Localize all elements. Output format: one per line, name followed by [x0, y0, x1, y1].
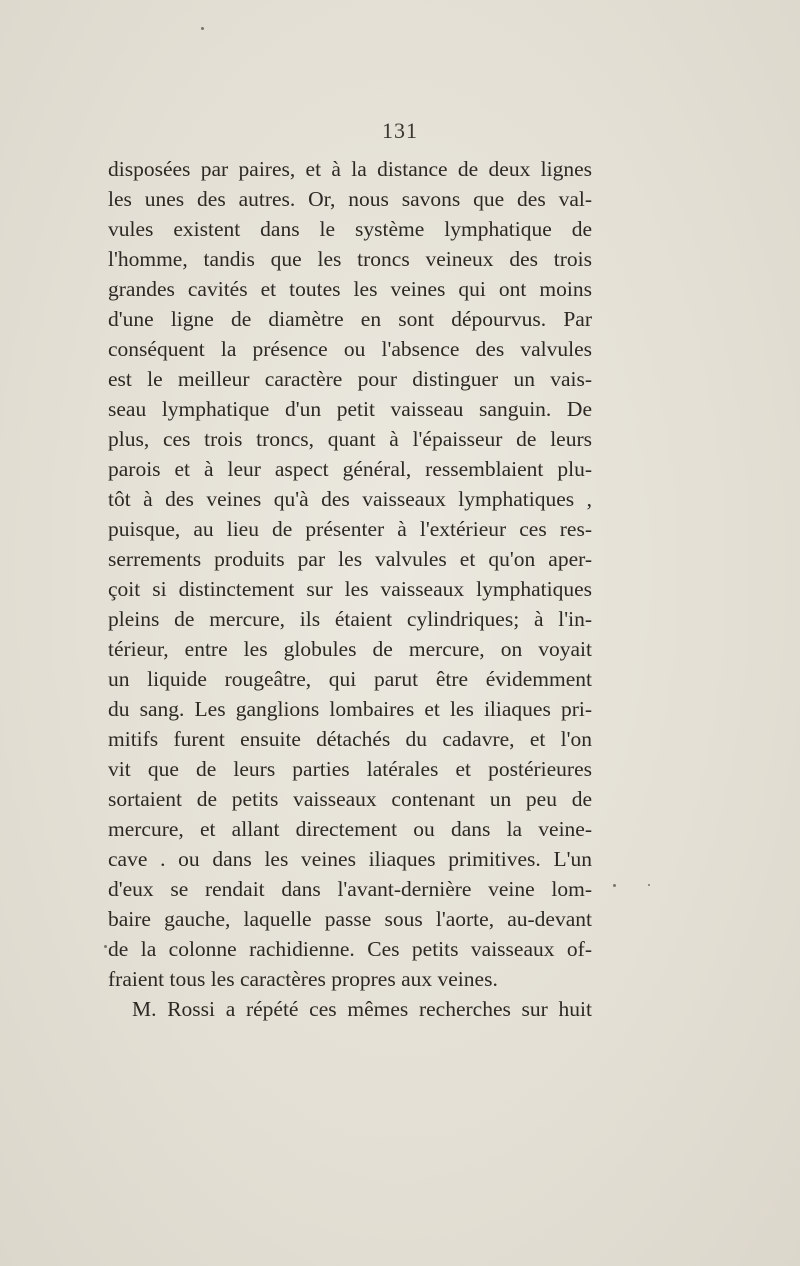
paper-speck — [613, 884, 616, 887]
text-line: parois et à leur aspect général, ressemblaient plu- — [108, 457, 592, 481]
text-line: sortaient de petits vaisseaux contenant un peu de — [108, 787, 592, 811]
text-line: est le meilleur caractère pour distinguer un vais- — [108, 367, 592, 391]
body-text — [108, 154, 592, 1024]
text-line: puisque, au lieu de présenter à l'extérieur ces res- — [108, 517, 592, 541]
text-line: térieur, entre les globules de mercure, on voyait — [108, 637, 592, 661]
text-line: du sang. Les ganglions lombaires et les iliaques pri- — [108, 697, 592, 721]
text-line: mercure, et allant directement ou dans la veine- — [108, 817, 592, 841]
text-line: grandes cavités et toutes les veines qui ont moins — [108, 277, 592, 301]
text-line: serrements produits par les valvules et qu'on aper- — [108, 547, 592, 571]
text-line: les unes des autres. Or, nous savons que des val- — [108, 187, 592, 211]
text-line: d'eux se rendait dans l'avant-dernière veine lom- — [108, 877, 592, 901]
text-line: mitifs furent ensuite détachés du cadavre, et l'on — [108, 727, 592, 751]
text-line: çoit si distinctement sur les vaisseaux lymphatiques — [108, 577, 592, 601]
text-line: disposées par paires, et à la distance de deux lignes — [108, 157, 592, 181]
paper-speck — [648, 884, 650, 886]
text-line: de la colonne rachidienne. Ces petits vaisseaux of- — [108, 937, 592, 961]
text-line: pleins de mercure, ils étaient cylindriques; à l'in- — [108, 607, 592, 631]
text-line: d'une ligne de diamètre en sont dépourvus. Par — [108, 307, 592, 331]
text-line: fraient tous les caractères propres aux veines. — [108, 967, 498, 991]
text-line: l'homme, tandis que les troncs veineux des trois — [108, 247, 592, 271]
text-line: tôt à des veines qu'à des vaisseaux lymphatiques , — [108, 487, 592, 511]
text-line: baire gauche, laquelle passe sous l'aorte, au-devant — [108, 907, 592, 931]
paper-speck — [104, 945, 107, 948]
text-line: M. Rossi a répété ces mêmes recherches sur huit — [132, 997, 592, 1021]
paper-speck — [201, 27, 204, 30]
page-number: 131 — [382, 118, 418, 143]
text-line: vules existent dans le système lymphatique de — [108, 217, 592, 241]
text-line: conséquent la présence ou l'absence des valvules — [108, 337, 592, 361]
text-line: plus, ces trois troncs, quant à l'épaisseur de leurs — [108, 427, 592, 451]
text-line: vit que de leurs parties latérales et postérieures — [108, 757, 592, 781]
text-line: un liquide rougeâtre, qui parut être évidemment — [108, 667, 592, 691]
text-line: seau lymphatique d'un petit vaisseau sanguin. De — [108, 397, 592, 421]
text-line: cave . ou dans les veines iliaques primitives. L'un — [108, 847, 592, 871]
